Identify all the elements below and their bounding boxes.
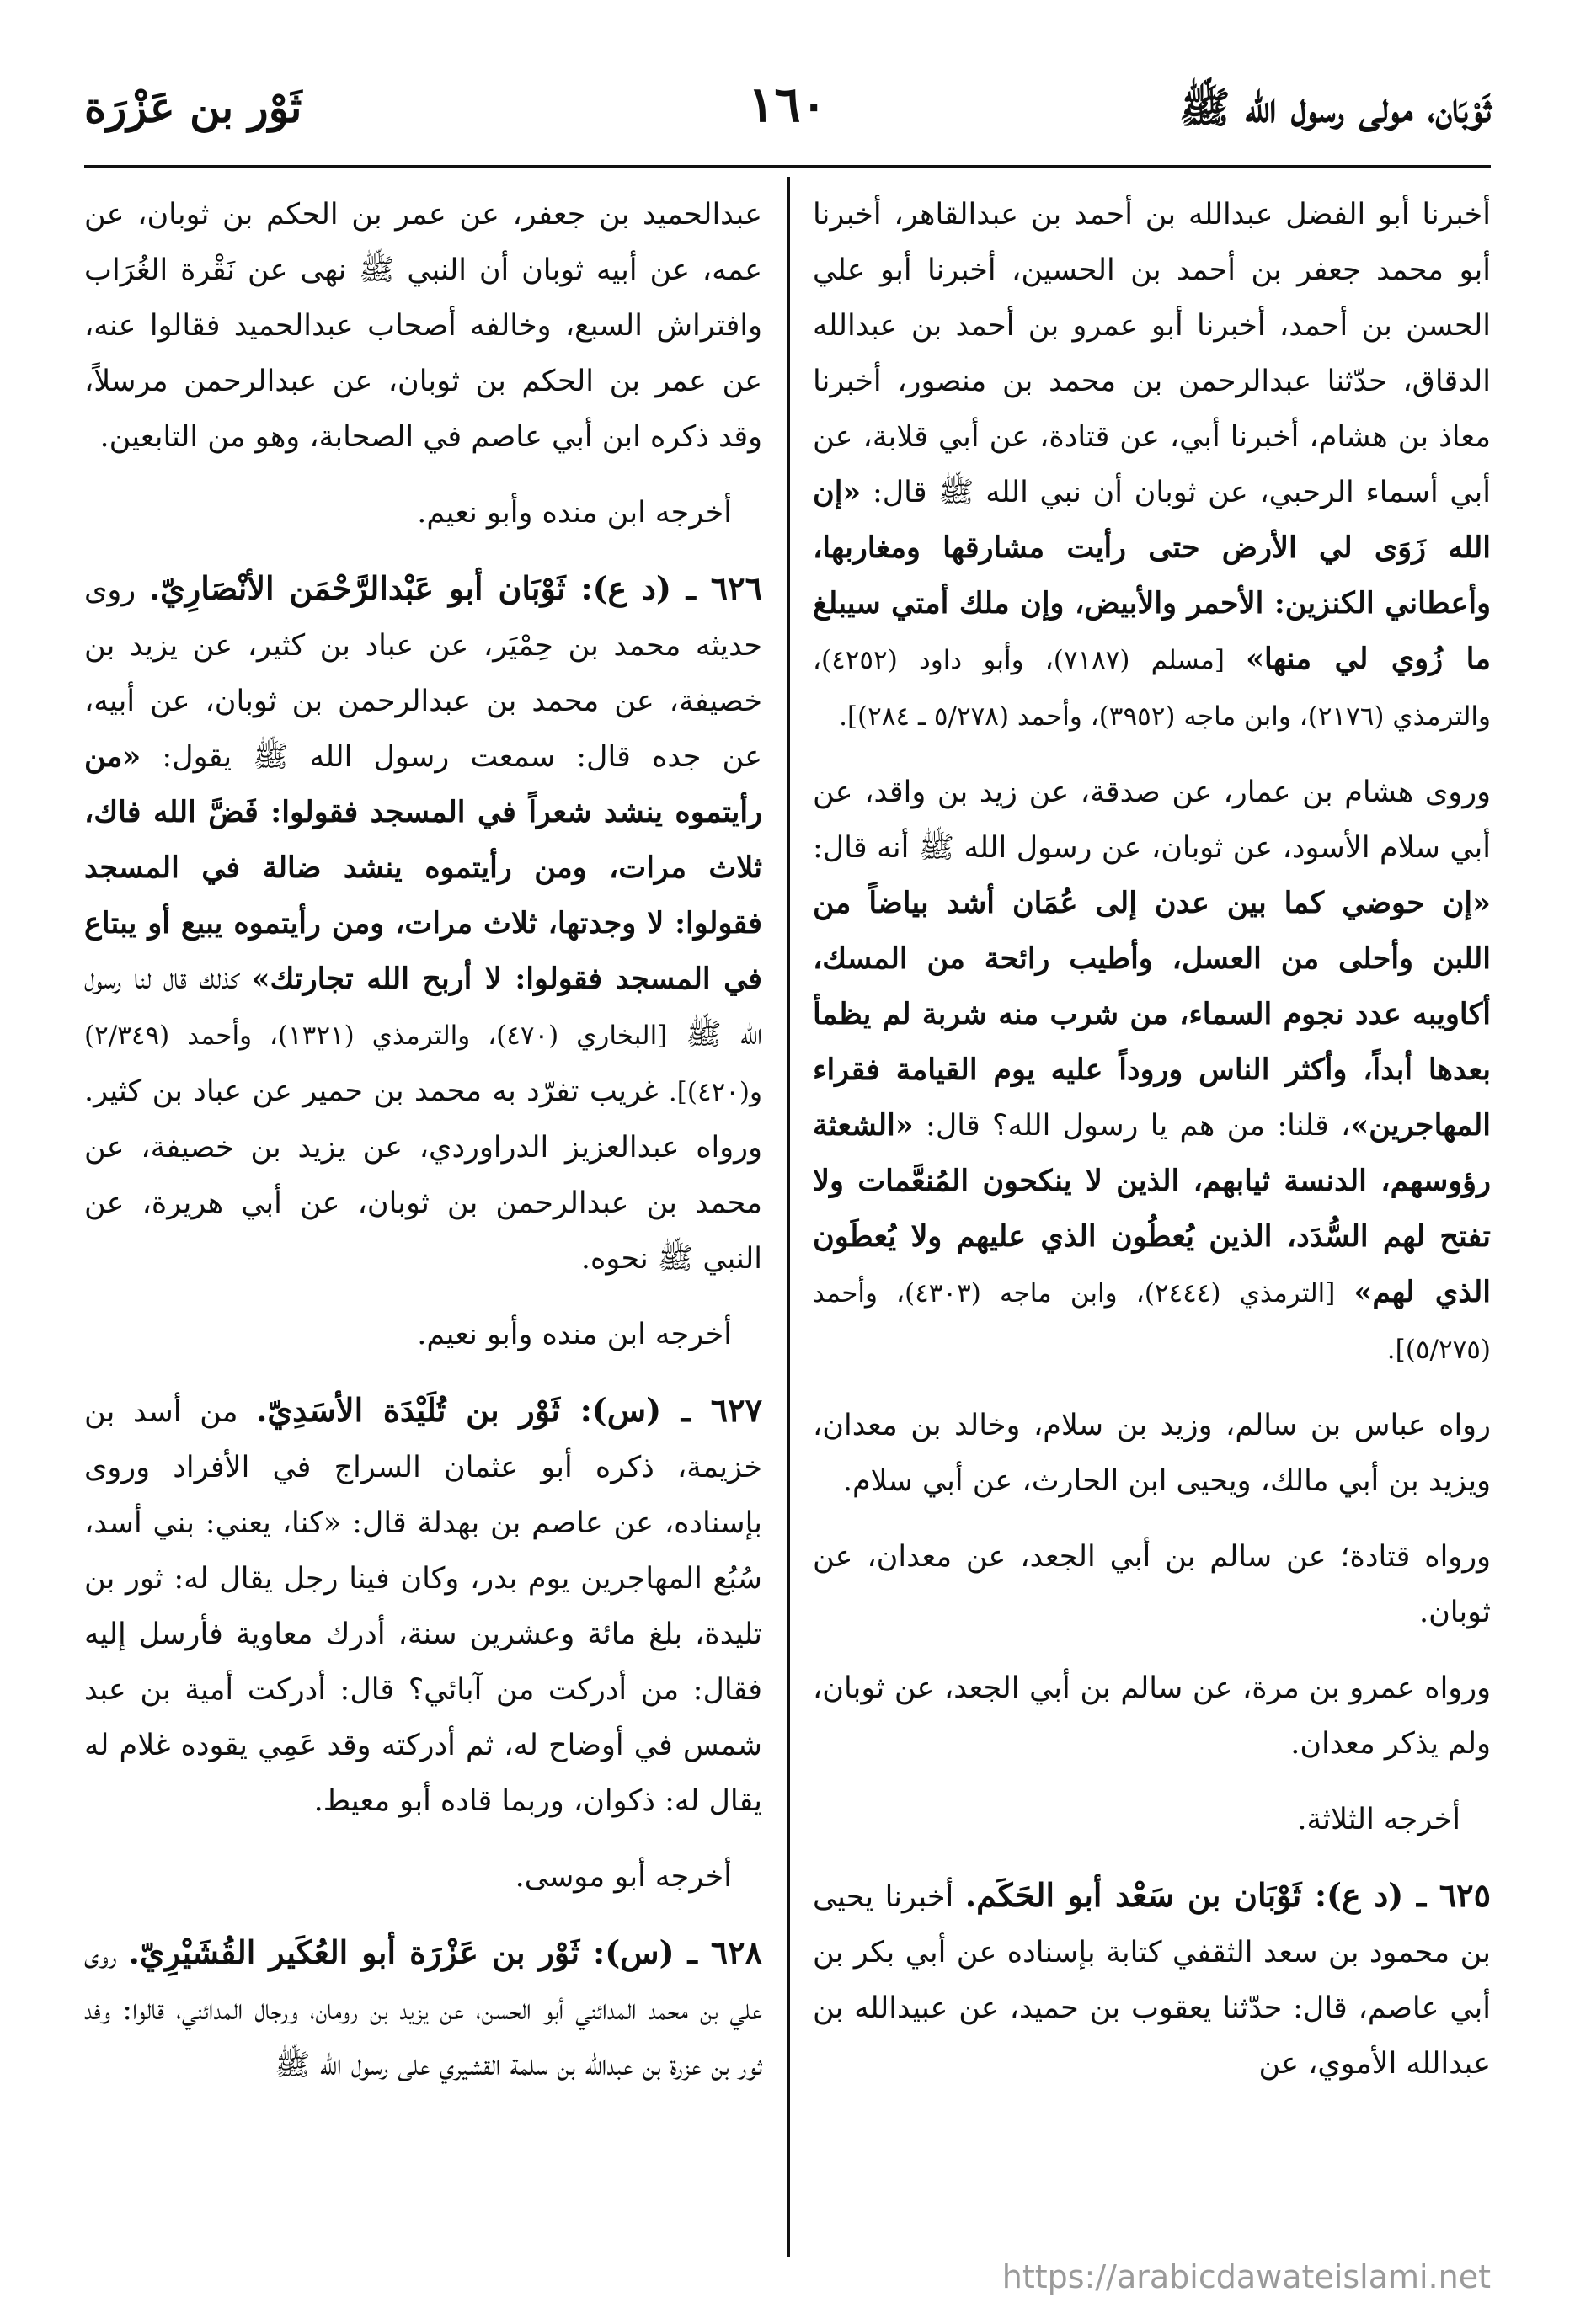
paragraph bbox=[813, 1398, 1491, 1509]
body-text: روى حديثه محمد بن حِمْيَر، عن عباد بن كثير، عن يزيد بن خصيفة، عن محمد بن عبدالرحمن بن ثوبان، عن أبيه، عن جده قال: سمعت رسول الله ﷺ يقول: bbox=[84, 573, 762, 774]
body-text: كذلك قال لنا رسول الله ﷺ bbox=[84, 962, 762, 1052]
body-text: من أسد بن خزيمة، ذكره أبو عثمان السراج في الأفراد وروى بإسناده، عن عاصم بن بهدلة قال: «كنا، يعني: بني أسد، سُبُع المهاجرين يوم بدر، وكان فينا رجل يقال له: ثور بن تليدة، بلغ مائة وعشرين سنة، أدرك معاوية فأرسل إليه فقال: من أدركت من آبائي؟ قال: أدركت أمية بن عبد شمس في أوضاح له، ثم أدركته وقد عَمِي يقوده غلام له يقال له: ذكوان، وربما قاده أبو معيط. bbox=[84, 1395, 762, 1818]
paragraph bbox=[84, 1383, 762, 1829]
column-divider bbox=[788, 177, 790, 2257]
body-text: أخرجه الثلاثة. bbox=[1297, 1803, 1460, 1836]
paragraph bbox=[813, 1792, 1491, 1847]
paragraph bbox=[84, 1849, 762, 1905]
reference-citation: [مسلم (٧١٨٧)، وأبو داود (٤٢٥٢)، والترمذي (٢١٧٦)، وابن ماجه (٣٩٥٢)، وأحمد (٥/٢٧٨ ـ ٢٨٤)]. bbox=[813, 645, 1491, 732]
header-entry-title: ثَوْر بن عَزْرَة bbox=[84, 83, 302, 132]
paragraph bbox=[84, 187, 762, 465]
paragraph bbox=[813, 1529, 1491, 1640]
hadith-text: «من رأيتموه ينشد شعراً في المسجد فقولوا: فَضَّ الله فاك، ثلاث مرات، ومن رأيتموه ينشد ضالة في المسجد فقولوا: لا وجدتها، ثلاث مرات، ومن رأيتموه يبيع أو يبتاع في المسجد فقولوا: لا أربح الله تجارتك» bbox=[84, 739, 762, 996]
entry-heading: ٦٢٧ ـ (س): ثَوْر بن تُلَيْدَة الأسَدِيّ. bbox=[256, 1391, 762, 1429]
paragraph bbox=[84, 1307, 762, 1362]
body-text: عبدالحميد بن جعفر، عن عمر بن الحكم بن ثوبان، عن عمه، عن أبيه ثوبان أن النبي ﷺ نهى عن نَقْرة الغُرَاب وافتراش السبع، وخالفه أصحاب عبدالحميد فقالوا عنه، عن عمر بن الحكم بن ثوبان، عن عبدالرحمن مرسلاً، وقد ذكره ابن أبي عاصم في الصحابة، وهو من التابعين. bbox=[84, 198, 762, 454]
page-number: ١٦٠ bbox=[748, 76, 827, 133]
paragraph bbox=[813, 765, 1491, 1378]
body-text: أخرجه أبو موسى. bbox=[515, 1860, 732, 1894]
paragraph bbox=[84, 561, 762, 1287]
hadith-text: «إن الله زَوَى لي الأرض حتى رأيت مشارقها ومغاربها، وأعطاني الكنزين: الأحمر والأبيض، وإن ملك أمتي سيبلغ ما زُوي لي منها» bbox=[813, 475, 1491, 676]
running-header bbox=[84, 76, 1491, 143]
entry-heading: ٦٢٨ ـ (س): ثَوْر بن عَزْرَة أبو العُكَير القُشَيْرِيّ. bbox=[128, 1933, 762, 1971]
body-text: ورواه قتادة؛ عن سالم بن أبي الجعد، عن معدان، عن ثوبان. bbox=[813, 1540, 1491, 1629]
reference-citation: [الترمذي (٢٤٤٤)، وابن ماجه (٤٣٠٣)، وأحمد (٥/٢٧٥)]. bbox=[813, 1278, 1491, 1365]
paragraph bbox=[84, 485, 762, 541]
body-text: ، قلنا: من هم يا رسول الله؟ قال: bbox=[913, 1109, 1351, 1143]
entry-heading: ٦٢٥ ـ (د ع): ثَوْبَان بن سَعْد أبو الحَكَم. bbox=[964, 1876, 1491, 1914]
body-text: ورواه عمرو بن مرة، عن سالم بن أبي الجعد، عن ثوبان، ولم يذكر معدان. bbox=[813, 1671, 1491, 1761]
header-chapter-title: ثَوْبَان، مولى رسول الله ﷺ bbox=[1179, 83, 1491, 132]
watermark: https://arabicdawateislami.net bbox=[1001, 2258, 1491, 2295]
entry-heading: ٦٢٦ ـ (د ع): ثَوْبَان أبو عَبْدالرَّحْمَن الأنْصَارِيّ. bbox=[148, 569, 762, 607]
body-text: غريب تفرّد به محمد بن حمير عن عباد بن كثير. ورواه عبدالعزيز الدراوردي، عن يزيد بن خصيفة، عن محمد بن عبدالرحمن بن ثوبان، عن أبي هريرة، عن النبي ﷺ نحوه. bbox=[84, 1074, 762, 1276]
body-text: أخبرنا يحيى بن محمود بن سعد الثقفي كتابة بإسناده عن أبي بكر بن أبي عاصم، قال: حدّثنا يعقوب بن حميد، عن عبيدالله بن عبدالله الأموي، عن bbox=[813, 1880, 1491, 2081]
body-text: وروى هشام بن عمار، عن صدقة، عن زيد بن واقد، عن أبي سلام الأسود، عن ثوبان، عن رسول الله ﷺ أنه قال: bbox=[813, 776, 1491, 865]
body-text: رواه عباس بن سالم، وزيد بن سلام، وخالد بن معدان، ويزيد بن أبي مالك، ويحيى ابن الحارث، عن أبي سلام. bbox=[813, 1409, 1491, 1498]
body-text: أخرجه ابن منده وأبو نعيم. bbox=[417, 496, 732, 530]
left-column bbox=[84, 187, 762, 2241]
paragraph bbox=[84, 1925, 762, 2093]
body-text: أخرجه ابن منده وأبو نعيم. bbox=[417, 1318, 732, 1351]
hadith-text: «الشعثة رؤوسهم، الدنسة ثيابهم، الذين لا ينكحون المُنعَّمات ولا تفتح لهم السُّدَد، الذين يُعطُون الذي عليهم ولا يُعطَون الذي لهم» bbox=[813, 1108, 1491, 1309]
body-text: أخبرنا أبو الفضل عبدالله بن أحمد بن عبدالقاهر، أخبرنا أبو محمد جعفر بن أحمد بن الحسين، أخبرنا أبو علي الحسن بن أحمد، أخبرنا أبو عمرو بن أحمد بن عبدالله الدقاق، حدّثنا عبدالرحمن بن محمد بن منصور، أخبرنا معاذ بن هشام، أخبرنا أبي، عن قتادة، عن أبي قلابة، عن أبي أسماء الرحبي، عن ثوبان أن نبي الله ﷺ قال: bbox=[813, 198, 1491, 509]
paragraph bbox=[813, 187, 1491, 744]
reference-citation: [البخاري (٤٧٠)، والترمذي (١٣٢١)، وأحمد (٢/٣٤٩) و(٤٢٠)]. bbox=[84, 1021, 762, 1107]
header-rule bbox=[84, 165, 1491, 168]
hadith-text: «إن حوضي كما بين عدن إلى عُمَان أشد بياضاً من اللبن وأحلى من العسل، وأطيب رائحة من المسك، أكاويبه عدد نجوم السماء، من شرب منه شربة لم يظمأ بعدها أبداً، وأكثر الناس وروداً عليه يوم القيامة فقراء المهاجرين» bbox=[813, 886, 1491, 1143]
paragraph bbox=[813, 1660, 1491, 1772]
right-column bbox=[813, 187, 1491, 2241]
paragraph bbox=[813, 1868, 1491, 2092]
body-text: روى علي بن محمد المدائني أبو الحسن، عن يزيد بن رومان، ورجال المدائني، قالوا: وفد ثور بن عزرة بن عبدالله بن سلمة القشيري على رسول الله ﷺ bbox=[84, 1938, 762, 2082]
